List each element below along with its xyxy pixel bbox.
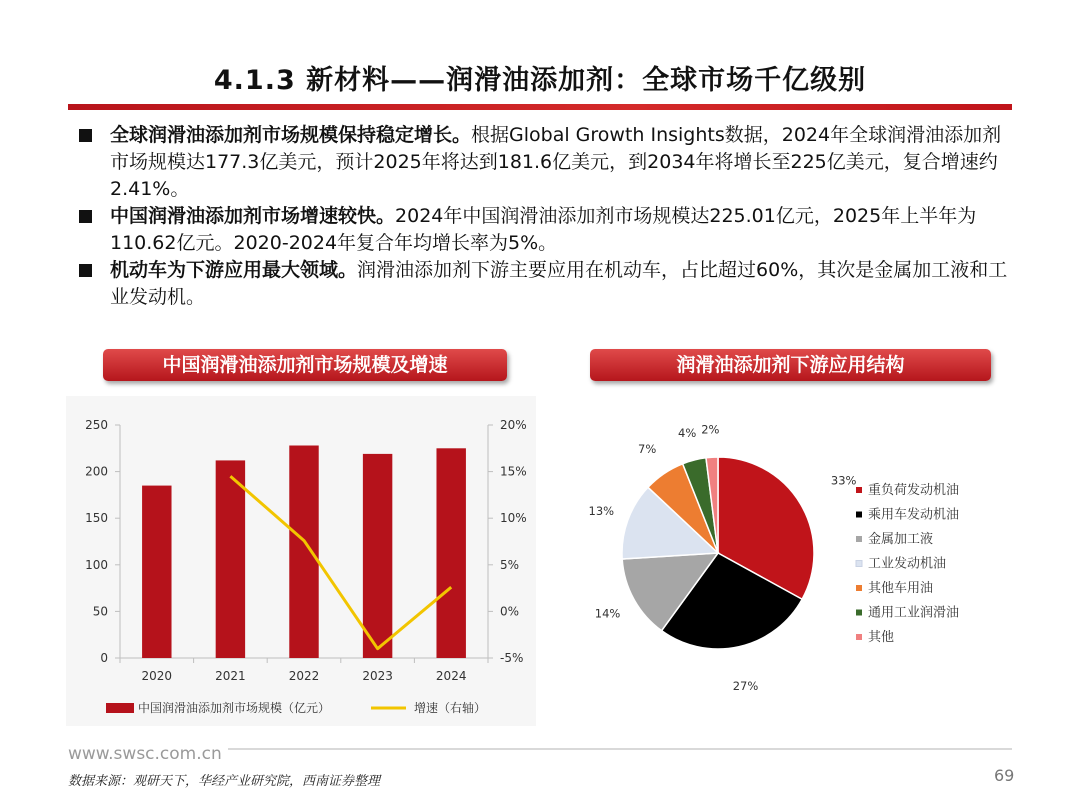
bullet-text: 2024年中国润滑油添加剂市场规模达225.01亿元，2025年上半年为110.62亿元。2020-2024年复合年均增长率为5%。 (110, 205, 977, 254)
downstream-pie-chart (560, 425, 1000, 695)
pie-legend-label: 通用工业润滑油 (868, 605, 960, 621)
pie-value-label: 33% (830, 473, 857, 488)
bullet-square-icon (79, 210, 92, 223)
bullet-item (76, 122, 1016, 203)
left-axis-tick-label: 200 (85, 464, 108, 479)
left-axis-tick-label: 250 (85, 418, 108, 432)
market-size-bar (142, 486, 171, 658)
pie-value-label: 4% (678, 425, 697, 440)
pie-legend-label: 其他车用油 (868, 581, 934, 596)
right-axis-tick-label: 10% (500, 511, 527, 526)
x-axis-tick-label: 2024 (435, 669, 467, 683)
pie-value-label: 7% (638, 441, 657, 456)
pie-legend-swatch (856, 585, 862, 591)
x-axis-tick-label: 2020 (141, 669, 173, 683)
market-size-bar (436, 448, 465, 658)
pie-legend-swatch (856, 634, 862, 640)
right-axis-tick-label: 15% (500, 464, 527, 479)
bullet-square-icon (79, 264, 92, 277)
left-axis-tick-label: 100 (85, 557, 108, 572)
right-axis-tick-label: 20% (500, 418, 527, 432)
bullet-heading: 机动车为下游应用最大领域。 (110, 259, 358, 281)
pie-legend-label: 乘用车发动机油 (868, 507, 960, 523)
bullet-heading: 全球润滑油添加剂市场规模保持稳定增长。 (110, 124, 472, 146)
pie-value-label: 13% (588, 503, 615, 518)
growth-rate-line (230, 476, 451, 648)
right-axis-tick-label: 0% (500, 604, 520, 619)
bullet-heading: 中国润滑油添加剂市场增速较快。 (110, 205, 396, 227)
x-axis-tick-label: 2022 (288, 669, 320, 683)
left-axis-tick-label: 150 (85, 511, 108, 526)
right-axis-tick-label: 5% (500, 557, 520, 572)
legend-line-label: 增速（右轴） (414, 701, 487, 715)
pie-legend-swatch (856, 512, 862, 518)
pie-legend-swatch (856, 610, 862, 616)
legend-bar-swatch (106, 703, 134, 713)
data-source-note: 数据来源：观研天下，华经产业研究院，西南证券整理 (68, 774, 381, 789)
pie-legend-swatch (856, 487, 862, 493)
left-axis-tick-label: 0 (100, 651, 108, 665)
left-axis-tick-label: 50 (92, 604, 108, 619)
chart1-title-banner: 中国润滑油添加剂市场规模及增速 (103, 349, 507, 381)
bullet-square-icon (79, 129, 92, 142)
bullet-item (76, 257, 1016, 311)
pie-legend-swatch (856, 561, 862, 567)
title-divider (68, 104, 1012, 110)
pie-value-label: 27% (732, 678, 759, 693)
market-size-bar (216, 460, 245, 658)
pie-value-label: 2% (701, 425, 720, 437)
bullet-list (76, 122, 1016, 311)
x-axis-tick-label: 2023 (362, 669, 393, 683)
bullet-text: 根据Global Growth Insights数据，2024年全球润滑油添加剂市场规模达177.3亿美元，预计2025年将达到181.6亿美元，到2034年将增长至225亿美元，复合增速约2.41%。 (110, 124, 1002, 200)
page-title: 4.1.3 新材料——润滑油添加剂：全球市场千亿级别 (213, 65, 867, 96)
market-size-bar (363, 454, 392, 658)
pie-legend-swatch (856, 536, 862, 542)
pie-legend-label: 其他 (868, 630, 895, 645)
page-number: 69 (994, 766, 1015, 785)
chart2-title-banner: 润滑油添加剂下游应用结构 (590, 349, 991, 381)
bullet-item (76, 203, 1016, 257)
market-size-chart-panel (66, 396, 536, 726)
pie-legend-label: 重负荷发动机油 (868, 483, 960, 498)
pie-legend-label: 金属加工液 (868, 532, 934, 547)
right-axis-tick-label: -5% (500, 651, 524, 665)
pie-value-label: 14% (594, 606, 621, 621)
bullet-text: 润滑油添加剂下游主要应用在机动车，占比超过60%，其次是金属加工液和工业发动机。 (110, 259, 1008, 308)
pie-legend-label: 工业发动机油 (868, 556, 947, 572)
legend-bar-label: 中国润滑油添加剂市场规模（亿元） (138, 701, 331, 715)
footer-url: www.swsc.com.cn (68, 744, 228, 764)
market-size-combo-chart (66, 396, 536, 726)
x-axis-tick-label: 2021 (215, 669, 246, 683)
market-size-bar (289, 446, 318, 658)
